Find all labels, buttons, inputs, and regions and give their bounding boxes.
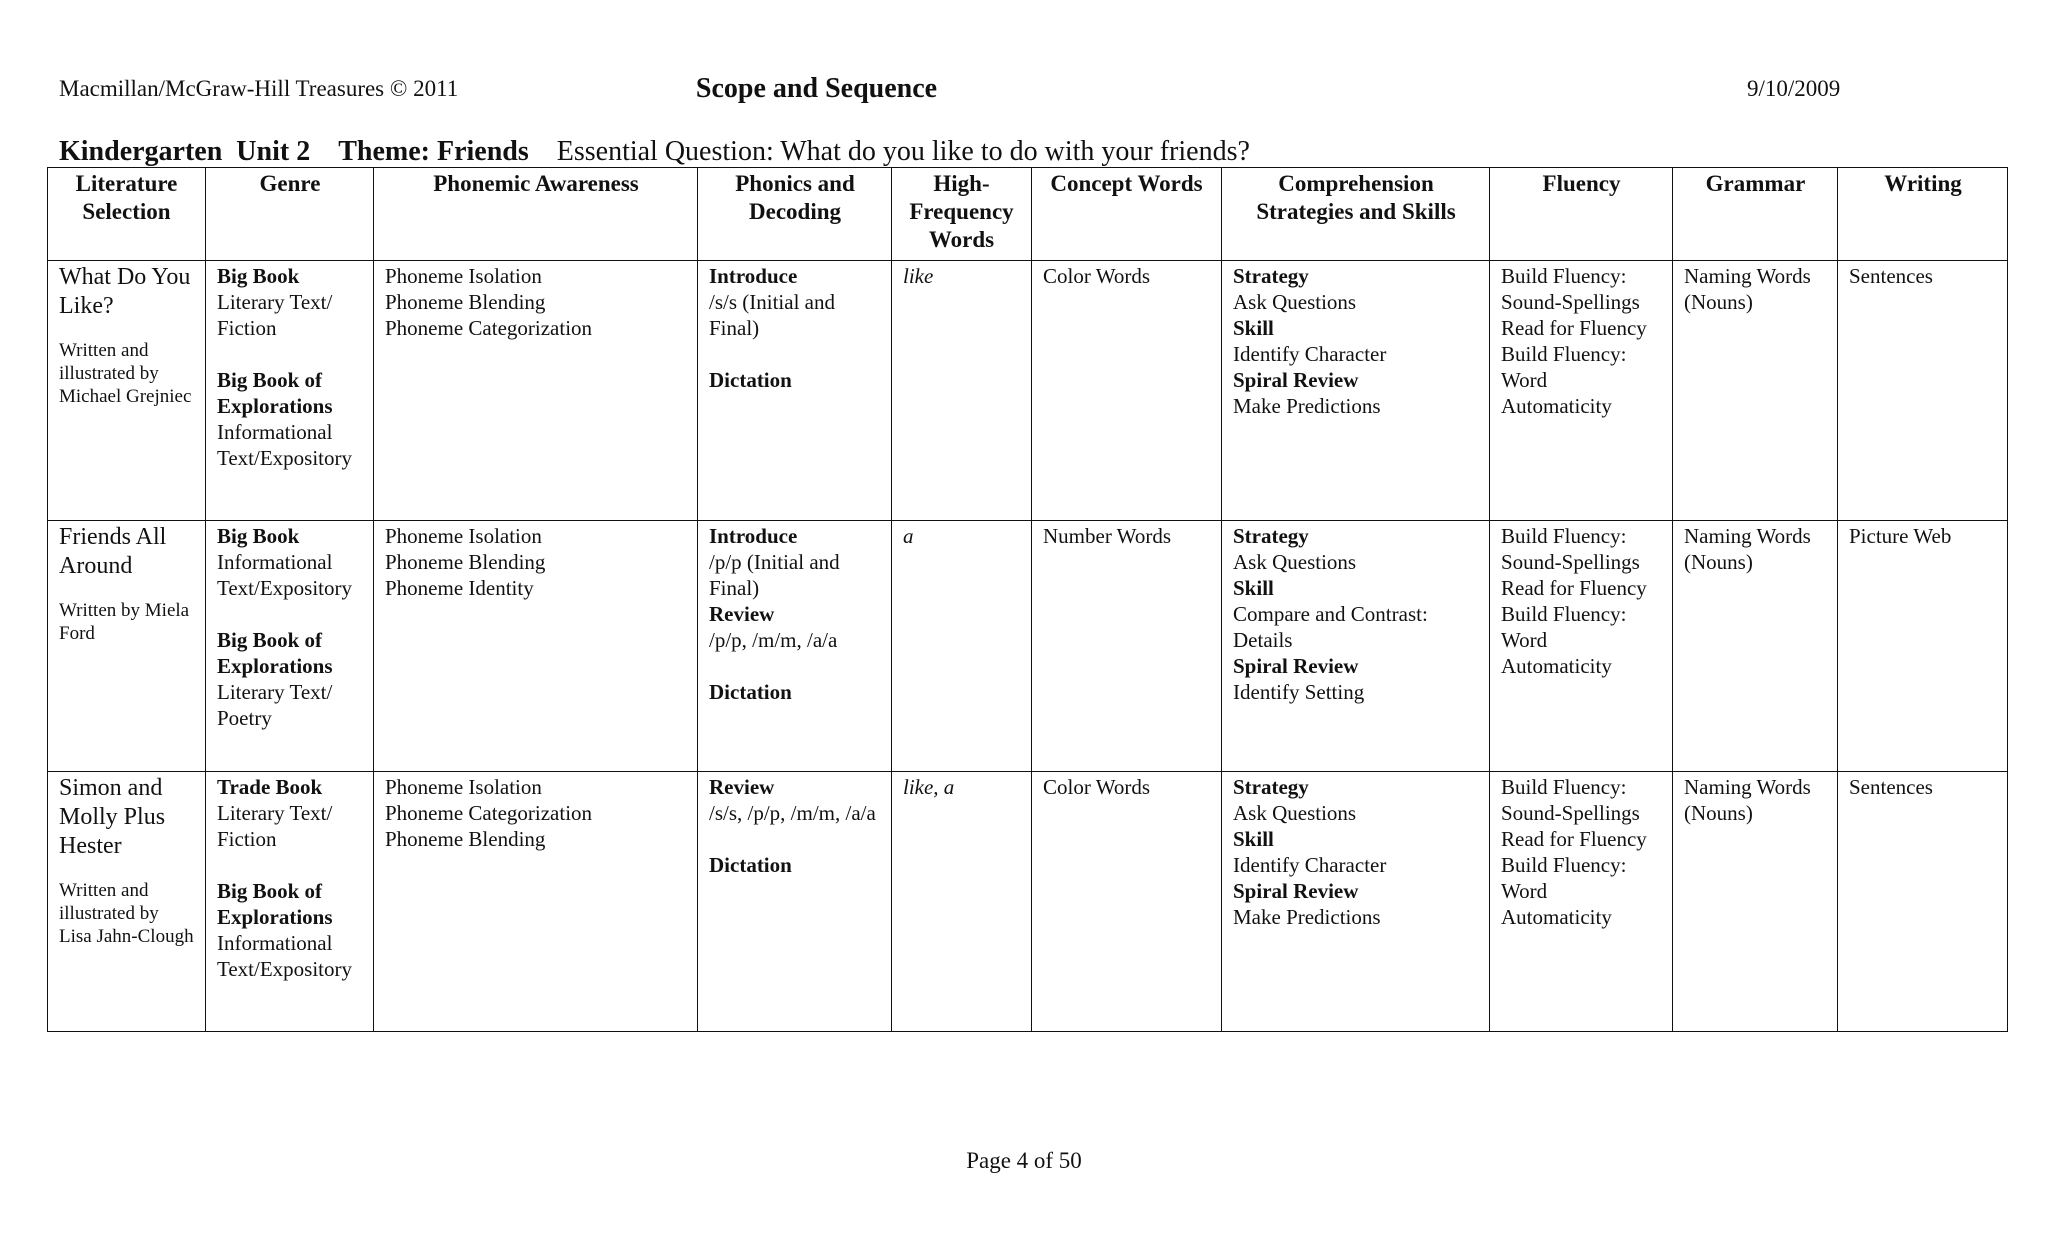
writing-cell xyxy=(1838,772,2008,1032)
phonemic-skill: Phoneme Blending xyxy=(385,827,546,851)
unit-heading xyxy=(59,136,1250,168)
fluency-item: Build Fluency: Word Automaticity xyxy=(1501,342,1627,418)
genre-text: Literary Text/ xyxy=(217,801,333,825)
column-header: Grammar xyxy=(1673,168,1838,261)
phonics-label: Review xyxy=(709,602,775,626)
column-header: Phonics and Decoding xyxy=(698,168,892,261)
genre-text: Informational xyxy=(217,550,333,574)
phonemic-skill: Phoneme Categorization xyxy=(385,801,593,825)
fluency-cell xyxy=(1490,772,1673,1032)
table-header-row xyxy=(48,168,2008,261)
selection-title: Simon and Molly Plus Hester xyxy=(59,775,166,859)
phonemic-skill: Phoneme Categorization xyxy=(385,316,593,340)
phonics-cell xyxy=(698,521,892,772)
fluency-item: Build Fluency: Sound-Spellings xyxy=(1501,775,1640,825)
spiral-review-text: Identify Setting xyxy=(1233,680,1365,704)
genre-text: Informational xyxy=(217,931,333,955)
selection-title: Friends All Around xyxy=(59,524,167,579)
hfw-cell xyxy=(892,521,1032,772)
phonemic-skill: Phoneme Identity xyxy=(385,576,534,600)
phonemic-cell xyxy=(374,521,698,772)
spiral-review-text: Make Predictions xyxy=(1233,394,1381,418)
concept-text: Number Words xyxy=(1043,524,1171,548)
phonics-label: Review xyxy=(709,775,775,799)
writing-cell xyxy=(1838,521,2008,772)
fluency-item: Build Fluency: Sound-Spellings xyxy=(1501,524,1640,574)
column-header: Writing xyxy=(1838,168,2008,261)
grammar-text: Naming Words (Nouns) xyxy=(1684,264,1811,314)
strategy-text: Ask Questions xyxy=(1233,801,1357,825)
genre-text: Text/Expository xyxy=(217,576,353,600)
hfw-text: like, a xyxy=(903,775,955,799)
hfw-cell xyxy=(892,772,1032,1032)
phonics-text: /s/s (Initial and Final) xyxy=(709,290,835,340)
spiral-review-label: Spiral Review xyxy=(1233,879,1359,903)
fluency-item: Build Fluency: Sound-Spellings xyxy=(1501,264,1640,314)
fluency-cell xyxy=(1490,521,1673,772)
literature-cell xyxy=(48,521,206,772)
phonemic-skill: Phoneme Isolation xyxy=(385,264,542,288)
grammar-cell xyxy=(1673,772,1838,1032)
table-row xyxy=(48,521,2008,772)
column-header: Concept Words xyxy=(1032,168,1222,261)
essential-question: Essential Question: What do you like to do with your friends? xyxy=(556,136,1250,167)
writing-text: Picture Web xyxy=(1849,524,1952,548)
phonemic-skill: Phoneme Isolation xyxy=(385,775,542,799)
comprehension-cell xyxy=(1222,261,1490,521)
table-row xyxy=(48,261,2008,521)
genre-text: Text/Expository xyxy=(217,957,353,981)
dictation-label: Dictation xyxy=(709,680,792,704)
genre-label: Big Book of Explorations xyxy=(217,368,333,418)
comprehension-cell xyxy=(1222,521,1490,772)
comprehension-cell xyxy=(1222,772,1490,1032)
phonemic-cell xyxy=(374,772,698,1032)
skill-text: Identify Character xyxy=(1233,853,1387,877)
genre-text: Poetry xyxy=(217,706,272,730)
strategy-label: Strategy xyxy=(1233,775,1309,799)
genre-label: Big Book xyxy=(217,264,300,288)
genre-label: Trade Book xyxy=(217,775,323,799)
phonemic-skill: Phoneme Blending xyxy=(385,290,546,314)
skill-label: Skill xyxy=(1233,316,1274,340)
phonics-label: Introduce xyxy=(709,524,798,548)
strategy-text: Ask Questions xyxy=(1233,290,1357,314)
genre-cell xyxy=(206,261,374,521)
hfw-cell xyxy=(892,261,1032,521)
selection-title: What Do You Like? xyxy=(59,264,191,319)
phonics-cell xyxy=(698,772,892,1032)
genre-text: Text/Expository xyxy=(217,446,353,470)
skill-text: Identify Character xyxy=(1233,342,1387,366)
column-header: Phonemic Awareness xyxy=(374,168,698,261)
dictation-label: Dictation xyxy=(709,853,792,877)
scope-sequence-table xyxy=(47,167,2008,1032)
selection-author: Written and illustrated by Michael Grejniec xyxy=(59,340,192,407)
concept-cell xyxy=(1032,521,1222,772)
grade-unit: Kindergarten Unit 2 xyxy=(59,136,311,167)
phonics-cell xyxy=(698,261,892,521)
phonics-text: /s/s, /p/p, /m/m, /a/a xyxy=(709,801,876,825)
column-header: Genre xyxy=(206,168,374,261)
spiral-review-label: Spiral Review xyxy=(1233,368,1359,392)
column-header: Comprehension Strategies and Skills xyxy=(1222,168,1490,261)
writing-text: Sentences xyxy=(1849,775,1933,799)
dictation-label: Dictation xyxy=(709,368,792,392)
phonics-text: /p/p, /m/m, /a/a xyxy=(709,628,838,652)
genre-text: Fiction xyxy=(217,316,277,340)
genre-text: Informational xyxy=(217,420,333,444)
spiral-review-text: Make Predictions xyxy=(1233,905,1381,929)
phonics-label: Introduce xyxy=(709,264,798,288)
literature-cell xyxy=(48,772,206,1032)
selection-author: Written by Miela Ford xyxy=(59,600,190,644)
fluency-item: Read for Fluency xyxy=(1501,827,1647,851)
grammar-text: Naming Words (Nouns) xyxy=(1684,524,1811,574)
spiral-review-label: Spiral Review xyxy=(1233,654,1359,678)
concept-cell xyxy=(1032,772,1222,1032)
genre-cell xyxy=(206,521,374,772)
page-number: Page 4 of 50 xyxy=(966,1148,1082,1173)
phonemic-skill: Phoneme Blending xyxy=(385,550,546,574)
genre-label: Big Book of Explorations xyxy=(217,879,333,929)
column-header: High-Frequency Words xyxy=(892,168,1032,261)
genre-text: Fiction xyxy=(217,827,277,851)
selection-author: Written and illustrated by Lisa Jahn-Clough xyxy=(59,880,194,947)
table-row xyxy=(48,772,2008,1032)
skill-label: Skill xyxy=(1233,827,1274,851)
skill-text: Compare and Contrast: Details xyxy=(1233,602,1428,652)
genre-text: Literary Text/ xyxy=(217,290,333,314)
hfw-text: a xyxy=(903,524,914,548)
phonemic-skill: Phoneme Isolation xyxy=(385,524,542,548)
literature-cell xyxy=(48,261,206,521)
hfw-text: like xyxy=(903,264,934,288)
concept-cell xyxy=(1032,261,1222,521)
writing-cell xyxy=(1838,261,2008,521)
strategy-text: Ask Questions xyxy=(1233,550,1357,574)
grammar-text: Naming Words (Nouns) xyxy=(1684,775,1811,825)
column-header: Fluency xyxy=(1490,168,1673,261)
strategy-label: Strategy xyxy=(1233,524,1309,548)
skill-label: Skill xyxy=(1233,576,1274,600)
concept-text: Color Words xyxy=(1043,264,1151,288)
fluency-item: Read for Fluency xyxy=(1501,576,1647,600)
writing-text: Sentences xyxy=(1849,264,1933,288)
document-title: Scope and Sequence xyxy=(695,73,938,104)
fluency-item: Read for Fluency xyxy=(1501,316,1647,340)
phonics-text: /p/p (Initial and Final) xyxy=(709,550,840,600)
column-header: Literature Selection xyxy=(48,168,206,261)
concept-text: Color Words xyxy=(1043,775,1151,799)
fluency-cell xyxy=(1490,261,1673,521)
genre-text: Literary Text/ xyxy=(217,680,333,704)
publisher-line: Macmillan/McGraw-Hill Treasures © 2011 xyxy=(59,76,459,101)
genre-label: Big Book of Explorations xyxy=(217,628,333,678)
genre-label: Big Book xyxy=(217,524,300,548)
strategy-label: Strategy xyxy=(1233,264,1309,288)
genre-cell xyxy=(206,772,374,1032)
fluency-item: Build Fluency: Word Automaticity xyxy=(1501,853,1627,929)
grammar-cell xyxy=(1673,261,1838,521)
phonemic-cell xyxy=(374,261,698,521)
document-date: 9/10/2009 xyxy=(1747,76,1841,101)
theme-label: Theme: Friends xyxy=(338,136,529,167)
grammar-cell xyxy=(1673,521,1838,772)
fluency-item: Build Fluency: Word Automaticity xyxy=(1501,602,1627,678)
